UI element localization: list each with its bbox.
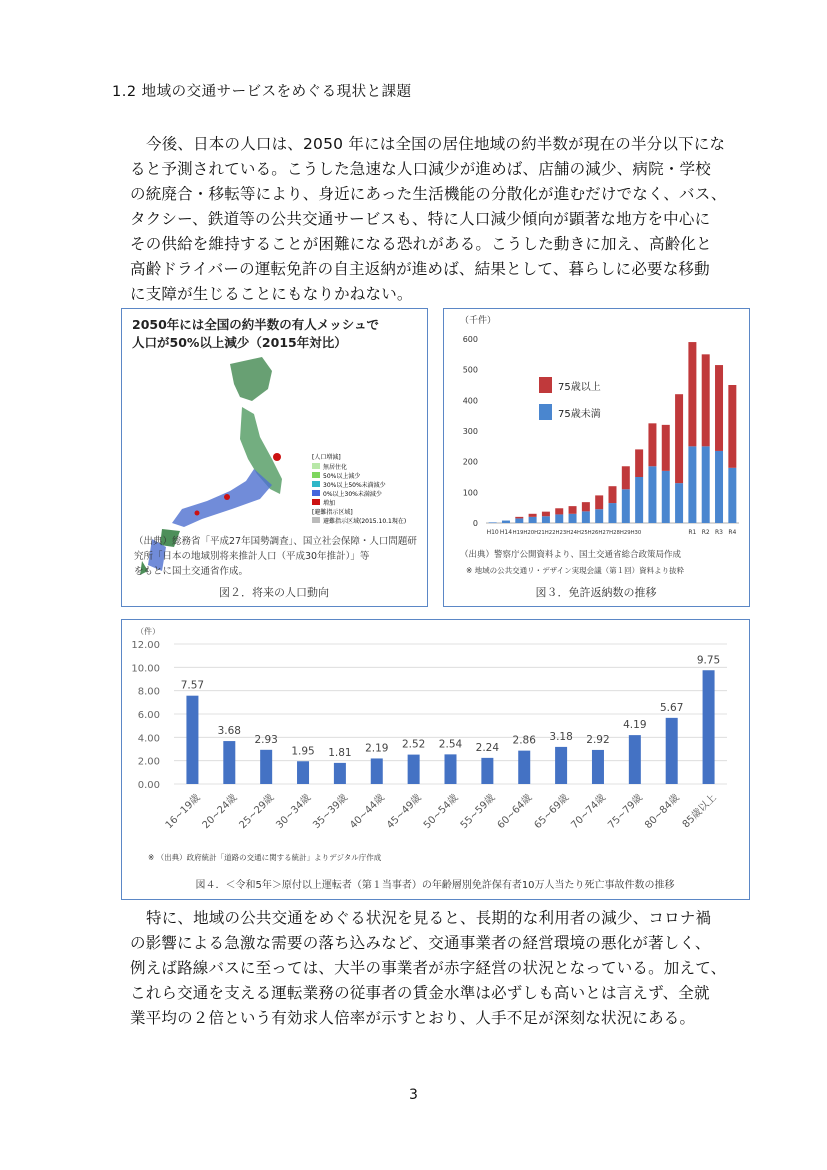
bar-over75 (595, 495, 603, 509)
figure-fatal-accidents (121, 619, 750, 900)
bar (186, 696, 198, 784)
legend-swatch-1 (312, 463, 320, 469)
legend-swatch-2 (312, 472, 320, 478)
paragraph-line: の統廃合・移転等により、身近にあった生活機能の分散化が進むだけでなく、バス、 (130, 185, 727, 203)
map-legend (312, 453, 406, 525)
figure2-caption: 図２．将来の人口動向 (219, 586, 329, 599)
paragraph-line: に支障が生じることにもなりかねない。 (130, 285, 413, 303)
figure-license-returns (443, 308, 750, 607)
x-tick-label: 45~49歳 (384, 792, 424, 832)
data-label: 2.93 (254, 733, 278, 746)
figure3-caption: 図３．免許返納数の推移 (535, 586, 657, 599)
bar-under75 (702, 446, 710, 523)
bar (592, 750, 604, 784)
bar-under75 (595, 509, 603, 523)
x-tick-label: H14 (499, 529, 513, 536)
legend-evac-label: 避難指示区域(2015.10.1現在) (323, 518, 407, 525)
bar (703, 670, 715, 784)
data-label: 4.19 (623, 719, 647, 732)
x-tick-label: H19H20H21H22H23H24H25H26H27H28H29H30 (512, 530, 642, 536)
bar-over75 (728, 385, 736, 468)
map-title-line2: 人口が50%以上減少（2015年対比） (132, 335, 347, 350)
bar (260, 750, 272, 784)
bar-under75 (715, 451, 723, 523)
y-tick-label: 400 (462, 396, 478, 406)
legend-title: [人口増減] (312, 454, 341, 461)
x-tick-label: 40~44歳 (348, 792, 387, 832)
legend-over75-label: 75歳以上 (558, 382, 601, 393)
page-number: 3 (409, 1087, 418, 1103)
bar-over75 (582, 502, 590, 511)
bar-over75 (569, 506, 577, 514)
data-label: 2.86 (512, 734, 536, 747)
x-tick-label: H10 (486, 529, 499, 536)
bar (371, 758, 383, 784)
paragraph-line: ると予測されている。こうした急速な人口減少が進めば、店舗の減少、病院・学校 (130, 160, 711, 178)
x-tick-label: 85歳以上 (680, 792, 719, 831)
bar-over75 (715, 365, 723, 451)
bar-under75 (688, 446, 696, 523)
paragraph-line: その供給を維持することが困難になる恐れがある。こうした動きに加え、高齢化と (130, 235, 712, 253)
y-tick-label: 0.00 (137, 780, 160, 791)
data-label: 2.92 (586, 733, 610, 746)
bar-under75 (489, 522, 497, 523)
x-tick-label: R3 (715, 529, 724, 536)
x-tick-label: R4 (728, 529, 737, 536)
x-tick-label: 60~64歳 (495, 792, 535, 832)
intro-paragraph (130, 132, 750, 307)
data-label: 7.57 (180, 679, 205, 692)
bar-over75 (688, 342, 696, 446)
legend-label-2: 50%以上減少 (323, 473, 361, 480)
chart4-note: ※ （出典）政府統計「道路の交通に関する統計」よりデジタル庁作成 (148, 853, 382, 862)
map-source-line1: （出典）総務省「平成27年国勢調査」、国立社会保障・人口問題研 (134, 536, 417, 547)
y-tick-label: 10.00 (131, 663, 160, 675)
y-tick-label: 0 (472, 519, 478, 528)
paragraph-line: 業平均の２倍という有効求人倍率が示すとおり、人手不足が深刻な状況にある。 (130, 1009, 696, 1027)
bar-under75 (622, 489, 630, 523)
bar-over75 (635, 449, 643, 477)
y-tick-label: 100 (462, 488, 478, 498)
x-tick-label: 70~74歳 (569, 792, 609, 832)
legend-swatch-evac (312, 517, 320, 523)
bar (445, 754, 457, 784)
y-tick-label: 600 (462, 335, 478, 344)
y-tick-label: 200 (462, 457, 478, 467)
section-heading: 1.2 地域の交通サービスをめぐる現状と課題 (112, 84, 412, 100)
data-label: 2.19 (365, 742, 389, 755)
data-label: 3.68 (217, 725, 241, 738)
situation-paragraph (130, 906, 750, 1031)
legend-swatch-5 (312, 499, 320, 505)
legend-under75-label: 75歳未満 (558, 409, 601, 420)
bar-over75 (622, 466, 630, 489)
chart4-unit: （件） (136, 627, 160, 636)
map-source-line3: をもとに国土交通省作成。 (134, 566, 249, 577)
bar-over75 (515, 517, 523, 519)
legend-swatch-4 (312, 490, 320, 496)
bar-under75 (555, 514, 563, 523)
y-tick-label: 12.00 (131, 640, 160, 651)
legend-evac-title: [避難指示区域] (312, 509, 353, 516)
bar-over75 (529, 514, 537, 517)
data-label: 1.95 (291, 745, 315, 758)
bar-under75 (728, 468, 736, 523)
license-returns-chart (444, 309, 749, 606)
fatal-accidents-chart (122, 620, 749, 899)
bar (481, 758, 493, 784)
bar (223, 741, 235, 784)
x-tick-label: 65~69歳 (532, 792, 572, 832)
bar-under75 (582, 511, 590, 523)
paragraph-line: これら交通を支える運転業務の従事者の賃金水準は必ずしも高いとは言えず、全就 (130, 984, 710, 1002)
bar-over75 (542, 512, 550, 517)
data-label: 2.54 (438, 738, 463, 751)
x-tick-label: 75~79歳 (606, 792, 645, 832)
bar (629, 735, 641, 784)
chart3-source-line1: （出典）警察庁公開資料より、国土交通省総合政策局作成 (460, 550, 682, 560)
legend-over75-swatch (539, 377, 552, 393)
y-tick-label: 4.00 (137, 733, 160, 745)
bar-under75 (675, 483, 683, 523)
legend-swatch-3 (312, 481, 320, 487)
bar-under75 (542, 516, 550, 523)
x-tick-label: R1 (688, 529, 697, 536)
population-map-panel (122, 309, 427, 606)
x-tick-label: 16~19歳 (163, 792, 203, 832)
bar-under75 (515, 518, 523, 523)
data-label: 9.75 (696, 654, 721, 667)
paragraph-line: の影響による急激な需要の落ち込みなど、交通事業者の経営環境の悪化が著しく、 (130, 934, 711, 952)
figure4-caption: 図４．＜令和5年＞原付以上運転者（第１当事者）の年齢層別免許保有者10万人当たり死亡事故件数の推移 (195, 880, 675, 891)
chart3-unit: （千件） (460, 316, 497, 326)
bar-over75 (609, 486, 617, 503)
bar (297, 761, 309, 784)
legend-label-4: 0%以上30%未満減少 (323, 491, 382, 498)
y-tick-label: 8.00 (137, 686, 160, 698)
bar-over75 (662, 425, 670, 471)
bar-over75 (702, 354, 710, 446)
legend-label-1: 無居住化 (323, 464, 348, 471)
figure-population-map (121, 308, 428, 607)
data-label: 2.24 (475, 741, 500, 754)
paragraph-line: タクシー、鉄道等の公共交通サービスも、特に人口減少傾向が顕著な地方を中心に (130, 210, 711, 228)
x-tick-label: R2 (701, 529, 710, 536)
bar-under75 (569, 514, 577, 523)
bar (666, 718, 678, 784)
bar-under75 (609, 503, 617, 523)
bar-under75 (662, 471, 670, 523)
map-title-line1: 2050年には全国の約半数の有人メッシュで (132, 317, 380, 332)
paragraph-line: 今後、日本の人口は、2050 年には全国の居住地域の約半数が現在の半分以下にな (146, 135, 726, 153)
x-tick-label: 50~54歳 (421, 792, 461, 832)
y-tick-label: 300 (462, 427, 478, 436)
legend-under75-swatch (539, 404, 552, 420)
bar-under75 (635, 477, 643, 523)
y-tick-label: 6.00 (137, 710, 160, 721)
chart3-legend (539, 377, 601, 420)
y-tick-label: 2.00 (137, 756, 160, 768)
x-tick-label: 35~39歳 (311, 792, 351, 832)
bar (518, 751, 530, 784)
bar-under75 (648, 466, 656, 523)
bar-over75 (675, 394, 683, 483)
x-tick-label: 80~84歳 (643, 792, 682, 832)
x-tick-label: 30~34歳 (274, 792, 314, 832)
bar-under75 (502, 521, 510, 523)
x-tick-label: 55~59歳 (458, 792, 498, 832)
data-label: 3.18 (549, 730, 573, 743)
paragraph-line: 特に、地域の公共交通をめぐる状況を見ると、長期的な利用者の減少、コロナ禍 (146, 909, 712, 927)
data-label: 5.67 (660, 701, 684, 714)
x-tick-label: 20~24歳 (200, 792, 240, 832)
bar-under75 (529, 517, 537, 523)
bar (334, 763, 346, 784)
paragraph-line: 例えば路線バスに至っては、大半の事業者が赤字経営の状況となっている。加えて、 (130, 959, 727, 977)
map-source-line2: 究所「日本の地域別将来推計人口（平成30年推計）」等 (134, 551, 370, 562)
bar-over75 (555, 508, 563, 514)
bar (408, 755, 420, 784)
x-tick-label: 25~29歳 (237, 792, 277, 832)
paragraph-line: 高齢ドライバーの運転免許の自主返納が進めば、結果として、暮らしに必要な移動 (130, 260, 710, 278)
legend-label-5: 増加 (323, 500, 336, 507)
data-label: 2.52 (401, 738, 426, 751)
chart3-source-line2: ※ 地域の公共交通リ・デザイン実現会議（第１回）資料より抜粋 (466, 566, 685, 575)
y-tick-label: 500 (462, 365, 478, 375)
legend-label-3: 30%以上50%未満減少 (323, 482, 386, 489)
bar (555, 747, 567, 784)
bar-over75 (648, 423, 656, 466)
data-label: 1.81 (328, 746, 352, 759)
